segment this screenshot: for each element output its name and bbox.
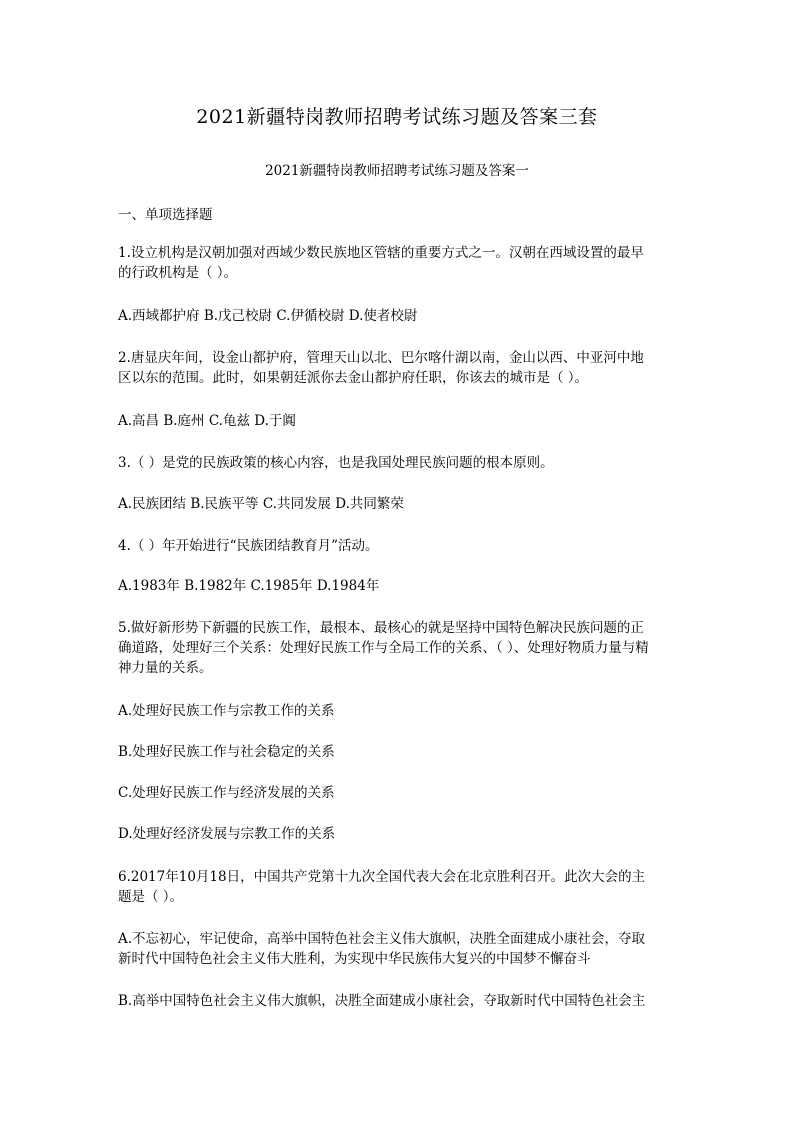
question-5-option-b: B.处理好民族工作与社会稳定的关系 [118,744,335,760]
question-6-line-2: 题是（ ）。 [118,889,184,905]
question-5-line-1: 5.做好新形势下新疆的民族工作，最根本、最核心的就是坚持中国特色解决民族问题的正 [118,620,644,636]
question-5-option-d: D.处理好经济发展与宗教工作的关系 [118,826,336,842]
question-4-options: A.1983年 B.1982年 C.1985年 D.1984年 [118,578,380,594]
section-heading: 一、单项选择题 [118,207,213,223]
question-2-line-1: 2.唐显庆年间，设金山都护府，管理天山以北、巴尔喀什湖以南，金山以西、中亚河中地 [118,350,644,366]
question-5-option-c: C.处理好民族工作与经济发展的关系 [118,785,335,801]
question-5-option-a: A.处理好民族工作与宗教工作的关系 [118,703,335,719]
question-1-options: A.西域都护府 B.戊己校尉 C.伊循校尉 D.使者校尉 [118,308,418,324]
question-5-line-3: 神力量的关系。 [118,660,213,676]
question-3-options: A.民族团结 B.民族平等 C.共同发展 D.共同繁荣 [118,496,404,512]
question-2-line-2: 区以东的范围。此时，如果朝廷派你去金山都护府任职，你该去的城市是（ ）。 [118,370,589,386]
question-6-option-b-line-1: B.高举中国特色社会主义伟大旗帜，决胜全面建成小康社会，夺取新时代中国特色社会主 [118,993,646,1009]
question-1-line-1: 1.设立机构是汉朝加强对西域少数民族地区管辖的重要方式之一。汉朝在西域设置的最早 [118,245,644,261]
question-6-option-a-line-1: A.不忘初心，牢记使命，高举中国特色社会主义伟大旗帜，决胜全面建成小康社会，夺取 [118,931,646,947]
question-6-line-1: 6.2017年10月18日，中国共产党第十九次全国代表大会在北京胜利召开。此次大会的主 [118,869,646,885]
question-4-line-1: 4.（ ）年开始进行“民族团结教育月”活动。 [118,538,379,554]
document-subtitle: 2021新疆特岗教师招聘考试练习题及答案一 [265,163,529,179]
document-title: 2021新疆特岗教师招聘考试练习题及答案三套 [196,106,598,128]
question-3-line-1: 3.（ ）是党的民族政策的核心内容，也是我国处理民族问题的根本原则。 [118,455,554,471]
question-5-line-2: 确道路，处理好三个关系：处理好民族工作与全局工作的关系、（ ）、处理好物质力量与精 [118,640,649,656]
question-2-options: A.高昌 B.庭州 C.龟兹 D.于阗 [118,413,296,429]
question-6-option-a-line-2: 新时代中国特色社会主义伟大胜利，为实现中华民族伟大复兴的中国梦不懈奋斗 [118,951,591,967]
question-1-line-2: 的行政机构是（ ）。 [118,265,238,281]
